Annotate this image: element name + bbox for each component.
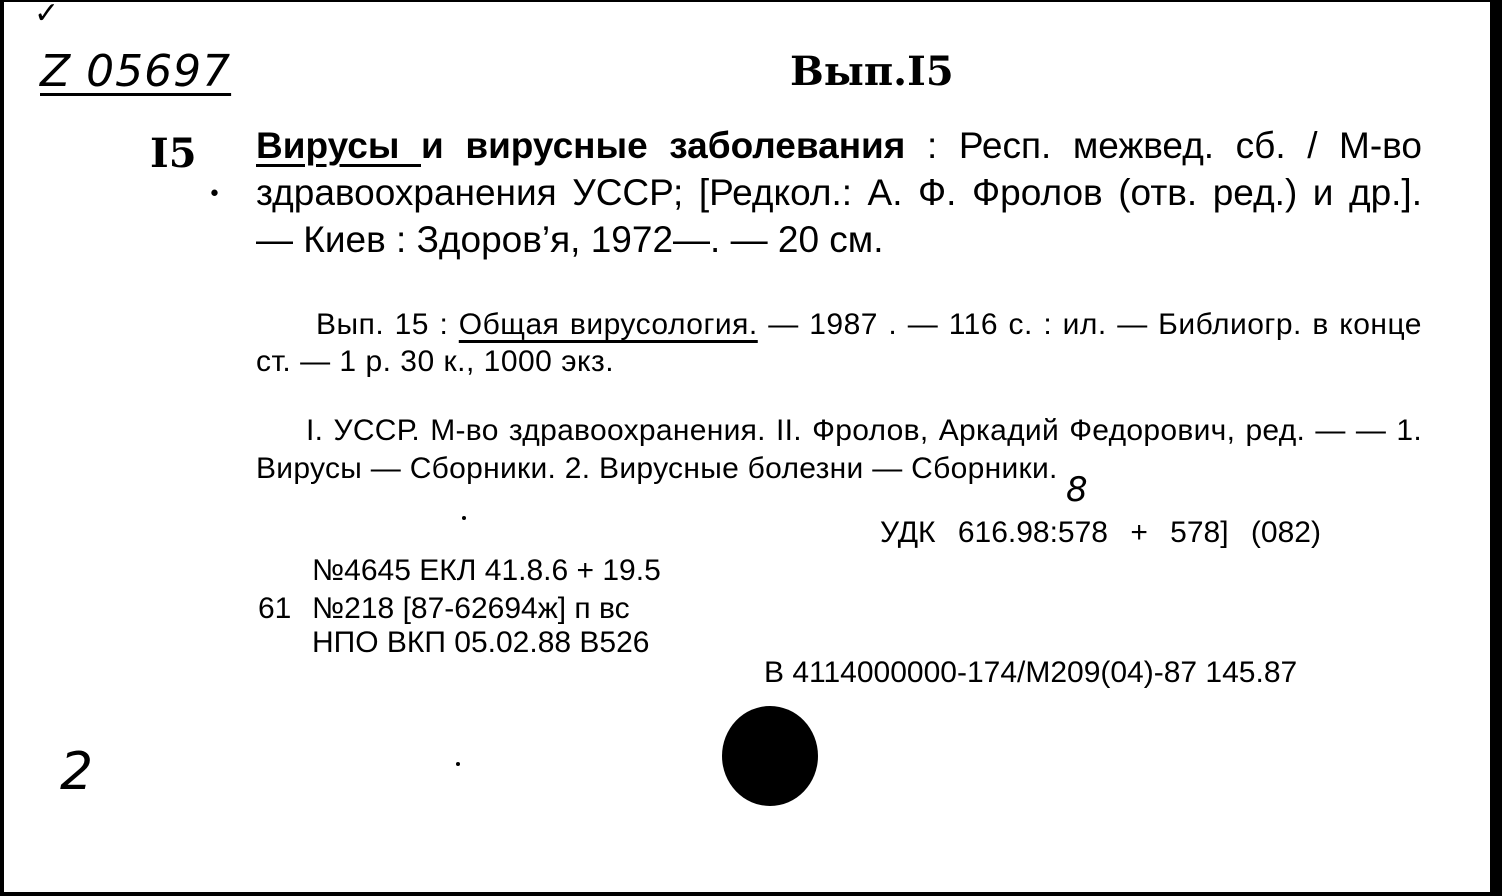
catalog-card (4, 2, 1494, 892)
check-mark: ✓ (34, 2, 60, 31)
issue-heading: Вып.I5 (790, 48, 954, 95)
main-description (256, 122, 1422, 263)
sub-title: Общая вирусология. (458, 308, 758, 341)
title-part1: Вирусы (256, 125, 421, 166)
isbn-line: В 4114000000-174/М209(04)-87 145.87 (764, 656, 1298, 689)
subject-headings: I. УССР. М-во здравоохранения. II. Фролов, Аркадий Федорович, ред. — — 1. Вирусы — Сборники. 2. Вирусные болезни — Сборники. (256, 414, 1422, 485)
sub-rest: — 1987 . — 116 с. : ил. — Библиогр. в конце ст. — 1 р. 30 к., 1000 экз. (256, 308, 1422, 378)
title-part2: и вирусные заболевания (421, 125, 906, 166)
margin-mark: • (208, 182, 221, 207)
issue-description (256, 306, 1422, 380)
pen-mark: 8 (1066, 470, 1088, 510)
tech-line-2: №218 [87-62694ж] п вс (312, 592, 630, 625)
handwritten-number: 2 (60, 742, 94, 802)
inventory-number: Z 05697 (40, 46, 232, 97)
tech-line-3: НПО ВКП 05.02.88 В526 (312, 626, 650, 659)
tech-prefix: 61 (258, 592, 292, 625)
punch-hole (722, 706, 818, 806)
tech-line-1: №4645 ЕКЛ 41.8.6 + 19.5 (312, 554, 661, 587)
ink-speck (456, 762, 460, 766)
ink-speck (462, 516, 466, 520)
title-rest: : Респ. межвед. сб. / М-во здравоохранения УССР; [Редкол.: А. Ф. Фролов (отв. ред.) и др.]. — Киев : Здоров’я, 1972—. — 20 см. (256, 125, 1423, 260)
udc-code: УДК 616.98:578 + 578] (082) (880, 516, 1321, 549)
sub-prefix: Вып. 15 : (316, 308, 459, 341)
issue-number: I5 (150, 130, 197, 177)
